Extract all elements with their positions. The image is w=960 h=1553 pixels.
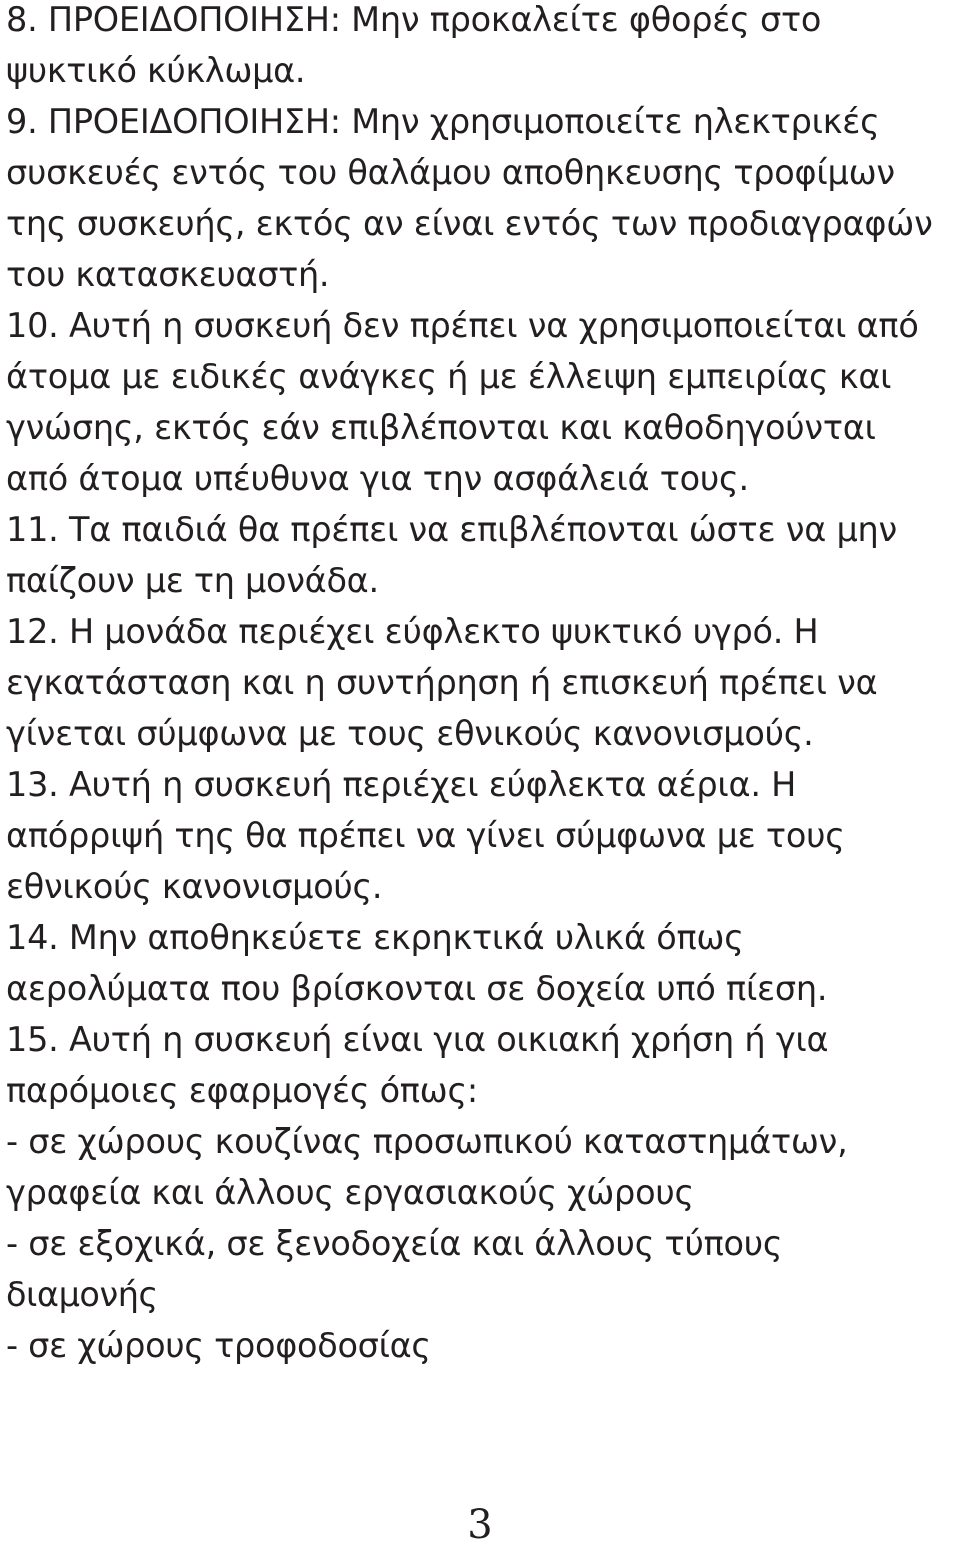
text-line: αερολύματα που βρίσκονται σε δοχεία υπό πίεση. [6, 969, 828, 1008]
text-line: 10. Αυτή η συσκευή δεν πρέπει να χρησιμοποιείται από [6, 306, 919, 345]
text-line: άτομα με ειδικές ανάγκες ή με έλλειψη εμπειρίας και [6, 357, 892, 396]
text-line: 13. Αυτή η συσκευή περιέχει εύφλεκτα αέρια. Η [6, 765, 797, 804]
text-line: διαμονής [6, 1275, 158, 1314]
text-line: γίνεται σύμφωνα με τους εθνικούς κανονισμούς. [6, 714, 814, 753]
text-line: 12. Η μονάδα περιέχει εύφλεκτο ψυκτικό υγρό. Η [6, 612, 819, 651]
page-number: 3 [467, 1502, 493, 1548]
text-line: - σε χώρους κουζίνας προσωπικού καταστημάτων, [6, 1122, 848, 1161]
text-line: απόρριψή της θα πρέπει να γίνει σύμφωνα με τους [6, 816, 845, 855]
text-line: - σε εξοχικά, σε ξενοδοχεία και άλλους τύπους [6, 1224, 783, 1263]
warnings-text [6, 0, 956, 1371]
text-line: 11. Τα παιδιά θα πρέπει να επιβλέπονται ώστε να μην [6, 510, 897, 549]
text-line: παίζουν με τη μονάδα. [6, 561, 379, 600]
text-line: από άτομα υπέυθυνα για την ασφάλειά τους. [6, 459, 749, 498]
text-line: ψυκτικό κύκλωμα. [6, 51, 306, 90]
text-line: 9. ΠΡΟΕΙΔΟΠΟΙΗΣΗ: Μην χρησιμοποιείτε ηλεκτρικές [6, 102, 880, 141]
text-line: - σε χώρους τροφοδοσίας [6, 1326, 431, 1365]
text-line: 8. ΠΡΟΕΙΔΟΠΟΙΗΣΗ: Μην προκαλείτε φθορές στο [6, 0, 822, 39]
text-line: γνώσης, εκτός εάν επιβλέπονται και καθοδηγούνται [6, 408, 876, 447]
text-line: της συσκευής, εκτός αν είναι εντός των προδιαγραφών [6, 204, 933, 243]
text-line: εγκατάσταση και η συντήρηση ή επισκευή πρέπει να [6, 663, 878, 702]
text-line: εθνικούς κανονισμούς. [6, 867, 383, 906]
text-line: 15. Αυτή η συσκευή είναι για οικιακή χρήση ή για [6, 1020, 829, 1059]
text-line: γραφεία και άλλους εργασιακούς χώρους [6, 1173, 694, 1212]
text-line: 14. Μην αποθηκεύετε εκρηκτικά υλικά όπως [6, 918, 744, 957]
text-line: του κατασκευαστή. [6, 255, 330, 294]
text-line: συσκευές εντός του θαλάμου αποθηκευσης τροφίμων [6, 153, 895, 192]
text-line: παρόμοιες εφαρμογές όπως: [6, 1071, 478, 1110]
